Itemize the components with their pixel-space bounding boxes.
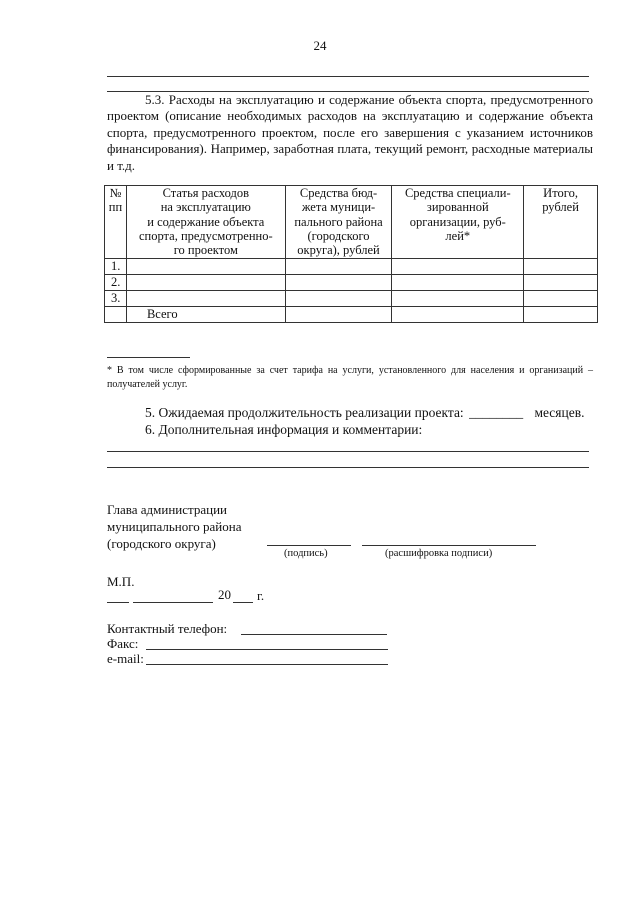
- contact-fax-line: [146, 649, 388, 650]
- header-total: [524, 186, 598, 259]
- signature-line: [267, 545, 351, 546]
- table-cell: [126, 275, 285, 291]
- header-organization-funds: [392, 186, 524, 259]
- signatory-line: Глава администрации: [107, 502, 228, 517]
- header-expense-item: [126, 186, 285, 259]
- page-number: 24: [313, 38, 327, 53]
- stamp-mp: М.П.: [107, 574, 135, 589]
- table-cell: [392, 275, 524, 291]
- header-line: пального района: [294, 214, 383, 229]
- table-row-total: [105, 307, 598, 323]
- header-line: го проектом: [173, 243, 238, 258]
- header-line: Итого,: [543, 186, 578, 200]
- header-line: округа), рублей: [297, 243, 380, 258]
- header-municipal-budget: [285, 186, 392, 259]
- table-cell: [285, 259, 392, 275]
- header-line: и содержание объекта: [147, 214, 265, 229]
- header-line: (городского: [307, 228, 370, 243]
- comment-line-2: [107, 467, 589, 468]
- table-cell: [524, 291, 598, 307]
- table-cell: [392, 291, 524, 307]
- date-year-line: [233, 602, 253, 603]
- header-line: №: [109, 186, 122, 200]
- header-line: на эксплуатацию: [160, 200, 251, 215]
- date-year-prefix: 20: [218, 587, 231, 602]
- header-line: пп: [108, 200, 123, 215]
- header-line: рублей: [542, 200, 579, 215]
- item-6-text: 6. Дополнительная информация и комментарии:: [145, 422, 423, 437]
- table-cell: [285, 307, 392, 323]
- table-cell: [392, 307, 524, 323]
- item-5-line: [145, 405, 593, 421]
- signature-caption: (подпись): [284, 548, 328, 559]
- table-cell: [285, 275, 392, 291]
- table-cell: [524, 259, 598, 275]
- table-cell: [392, 259, 524, 275]
- table-cell: [105, 307, 127, 323]
- item-5-unit: месяцев.: [534, 405, 585, 420]
- header-line: жета муници-: [301, 200, 376, 215]
- table-header-row: [105, 186, 598, 259]
- table-row: [105, 291, 598, 307]
- signature-decode-caption: (расшифровка подписи): [385, 548, 493, 559]
- contact-email-line: [146, 664, 388, 665]
- section-5-3-text: 5.3. Расходы на эксплуатацию и содержание объекта спорта, предусмотренного проектом (описание необходимых расходов на эксплуатацию и содержание объекта спорта, предусмотренного проектом, после его завершения с указанием источников финансирования). Например, заработная плата, текущий ремонт, расходные материалы и т.д.: [107, 92, 593, 173]
- contact-fax-label: Факс:: [107, 636, 139, 651]
- table-row: [105, 275, 598, 291]
- header-line: Средства бюд-: [299, 186, 378, 200]
- table-row: [105, 259, 598, 275]
- header-line: зированной: [426, 200, 489, 215]
- comment-line-1: [107, 451, 589, 452]
- header-line: Статья расходов: [162, 186, 250, 200]
- contact-email-label: e-mail:: [107, 651, 144, 666]
- total-label: Всего: [126, 307, 285, 323]
- signature-decode-line: [362, 545, 536, 546]
- header-rule-top: [107, 76, 589, 77]
- header-num: [105, 186, 127, 259]
- footnote-text: * В том числе сформированные за счет тарифа на услуги, установленного для населения и организаций – получателей услуг.: [107, 365, 593, 390]
- table-cell: [524, 275, 598, 291]
- header-line: спорта, предусмотренно-: [138, 228, 273, 243]
- table-cell: [126, 259, 285, 275]
- table-cell: [285, 291, 392, 307]
- table-cell: 2.: [105, 275, 127, 291]
- date-year-suffix: г.: [257, 588, 265, 603]
- table-cell: [524, 307, 598, 323]
- item-5-text: 5. Ожидаемая продолжительность реализации проекта:: [145, 405, 464, 420]
- contact-phone-line: [241, 634, 387, 635]
- contact-phone-label: Контактный телефон:: [107, 621, 228, 636]
- footnote-rule: [107, 357, 190, 358]
- table-cell: [126, 291, 285, 307]
- table-cell: 1.: [105, 259, 127, 275]
- signatory-line: муниципального района: [107, 519, 242, 534]
- table-cell: 3.: [105, 291, 127, 307]
- item-5-blank: ________: [469, 405, 524, 420]
- signatory-line: (городского округа): [107, 536, 216, 551]
- costs-table: [104, 185, 598, 323]
- date-day-line: [107, 602, 129, 603]
- header-line: Средства специали-: [404, 186, 511, 200]
- header-line: лей*: [445, 228, 471, 243]
- signatory-title: [107, 501, 241, 552]
- date-month-line: [133, 602, 213, 603]
- header-line: организации, руб-: [409, 214, 506, 229]
